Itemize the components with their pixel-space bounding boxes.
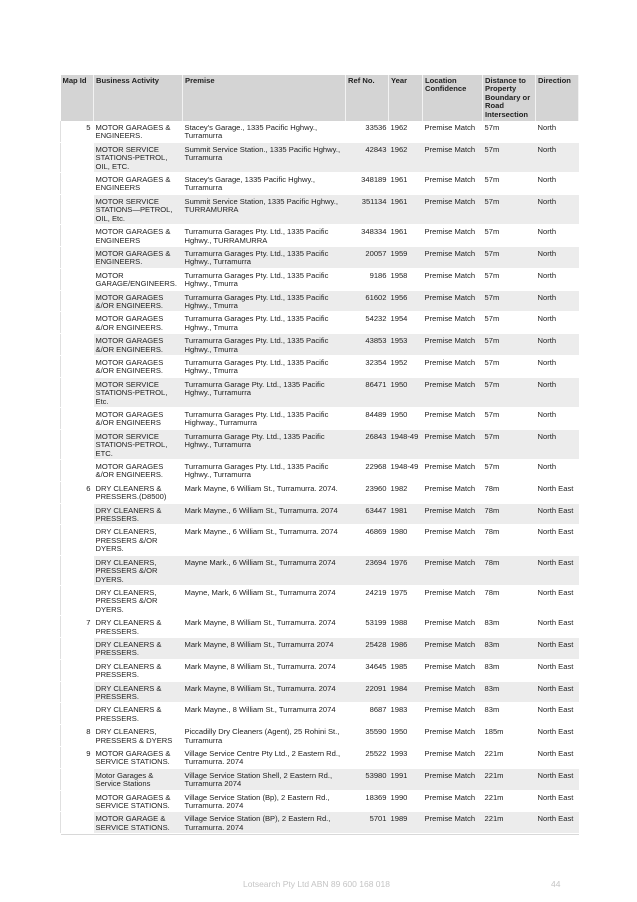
header-map-id: Map Id <box>61 75 94 121</box>
premise-cell: Turramurra Garages Pty. Ltd., 1335 Pacific Hghwy., Turramurra <box>183 246 346 268</box>
ref-no-cell: 348189 <box>346 173 389 195</box>
ref-no-cell: 8687 <box>346 703 389 725</box>
ref-no-cell: 54232 <box>346 312 389 334</box>
business-activity-cell: MOTOR GARAGES & ENGINEERS <box>94 225 183 247</box>
distance-cell: 57m <box>483 268 536 290</box>
distance-cell: 57m <box>483 312 536 334</box>
ref-no-cell: 43853 <box>346 334 389 356</box>
distance-cell: 78m <box>483 503 536 525</box>
map-id-cell <box>61 355 94 377</box>
premise-cell: Turramurra Garages Pty. Ltd., 1335 Pacific Hghwy., TURRAMURRA <box>183 225 346 247</box>
distance-cell: 78m <box>483 555 536 585</box>
direction-cell: North <box>536 408 579 430</box>
footer-company: Lotsearch Pty Ltd ABN 89 600 168 018 <box>243 879 390 889</box>
header-premise: Premise <box>183 75 346 121</box>
map-id-cell <box>61 525 94 555</box>
premise-cell: Mark Mayne., 8 William St., Turramurra 2074 <box>183 703 346 725</box>
ref-no-cell: 23960 <box>346 481 389 503</box>
ref-no-cell: 32354 <box>346 355 389 377</box>
distance-cell: 78m <box>483 585 536 615</box>
ref-no-cell: 18369 <box>346 790 389 812</box>
table-row <box>61 460 579 482</box>
business-activity-cell: MOTOR GARAGES &/OR ENGINEERS. <box>94 290 183 312</box>
location-confidence-cell: Premise Match <box>423 525 483 555</box>
rule-cell <box>536 834 579 835</box>
business-activity-cell: Motor Garages & Service Stations <box>94 768 183 790</box>
business-activity-cell: DRY CLEANERS, PRESSERS &/OR DYERS. <box>94 525 183 555</box>
distance-cell: 57m <box>483 194 536 224</box>
location-confidence-cell: Premise Match <box>423 616 483 638</box>
map-id-cell <box>61 377 94 407</box>
premise-cell: Turramurra Garage Pty. Ltd., 1335 Pacific Hghwy., Turramurra <box>183 429 346 459</box>
year-cell: 1980 <box>389 525 423 555</box>
ref-no-cell: 61602 <box>346 290 389 312</box>
table-bottom-rule <box>61 834 579 835</box>
business-activity-cell: DRY CLEANERS & PRESSERS. <box>94 503 183 525</box>
rule-cell <box>183 834 346 835</box>
premise-cell: Village Service Station Shell, 2 Eastern Rd., Turramurra 2074 <box>183 768 346 790</box>
premise-cell: Village Service Station (Bp), 2 Eastern Rd., Turramurra. 2074 <box>183 790 346 812</box>
map-id-cell: 5 <box>61 121 94 142</box>
location-confidence-cell: Premise Match <box>423 194 483 224</box>
header-business-activity: Business Activity <box>94 75 183 121</box>
table-row <box>61 747 579 769</box>
map-id-cell <box>61 225 94 247</box>
direction-cell: North <box>536 194 579 224</box>
direction-cell: North East <box>536 768 579 790</box>
location-confidence-cell: Premise Match <box>423 768 483 790</box>
distance-cell: 83m <box>483 681 536 703</box>
premise-cell: Turramurra Garages Pty. Ltd., 1335 Pacific Hghwy., Tmurra <box>183 312 346 334</box>
business-activity-cell: DRY CLEANERS & PRESSERS. <box>94 659 183 681</box>
premise-cell: Village Service Centre Pty Ltd., 2 Eastern Rd., Turramurra. 2074 <box>183 747 346 769</box>
direction-cell: North East <box>536 725 579 747</box>
premise-cell: Turramurra Garages Pty. Ltd., 1335 Pacific Hghwy., Turramurra <box>183 460 346 482</box>
year-cell: 1958 <box>389 268 423 290</box>
distance-cell: 57m <box>483 290 536 312</box>
premise-cell: Mayne, Mark, 6 William St., Turramurra 2074 <box>183 585 346 615</box>
year-cell: 1962 <box>389 142 423 172</box>
ref-no-cell: 35590 <box>346 725 389 747</box>
location-confidence-cell: Premise Match <box>423 429 483 459</box>
rule-cell <box>61 834 94 835</box>
rule-cell <box>389 834 423 835</box>
direction-cell: North East <box>536 703 579 725</box>
map-id-cell <box>61 408 94 430</box>
map-id-cell <box>61 312 94 334</box>
footer-page-number: 44 <box>551 879 561 889</box>
business-activity-cell: DRY CLEANERS, PRESSERS & DYERS <box>94 725 183 747</box>
header-ref-no: Ref No. <box>346 75 389 121</box>
table-row <box>61 225 579 247</box>
year-cell: 1986 <box>389 637 423 659</box>
location-confidence-cell: Premise Match <box>423 747 483 769</box>
ref-no-cell: 351134 <box>346 194 389 224</box>
direction-cell: North <box>536 312 579 334</box>
year-cell: 1959 <box>389 246 423 268</box>
premise-cell: Mark Mayne, 8 William St., Turramurra. 2074 <box>183 616 346 638</box>
location-confidence-cell: Premise Match <box>423 290 483 312</box>
map-id-cell <box>61 460 94 482</box>
ref-no-cell: 84489 <box>346 408 389 430</box>
business-activity-cell: MOTOR GARAGES &/OR ENGINEERS. <box>94 312 183 334</box>
table-row <box>61 429 579 459</box>
year-cell: 1983 <box>389 703 423 725</box>
location-confidence-cell: Premise Match <box>423 812 483 834</box>
distance-cell: 57m <box>483 355 536 377</box>
location-confidence-cell: Premise Match <box>423 225 483 247</box>
direction-cell: North <box>536 355 579 377</box>
year-cell: 1950 <box>389 725 423 747</box>
business-activity-cell: MOTOR GARAGES & SERVICE STATIONS. <box>94 747 183 769</box>
business-activity-cell: DRY CLEANERS, PRESSERS &/OR DYERS. <box>94 585 183 615</box>
premise-cell: Summit Service Station, 1335 Pacific Hghwy., TURRAMURRA <box>183 194 346 224</box>
business-activity-cell: MOTOR SERVICE STATIONS—PETROL, OIL, Etc. <box>94 194 183 224</box>
year-cell: 1953 <box>389 334 423 356</box>
ref-no-cell: 22968 <box>346 460 389 482</box>
map-id-cell <box>61 268 94 290</box>
premise-cell: Village Service Station (BP), 2 Eastern Rd., Turramurra. 2074 <box>183 812 346 834</box>
table-row <box>61 121 579 142</box>
map-id-cell <box>61 429 94 459</box>
map-id-cell <box>61 246 94 268</box>
business-activity-cell: DRY CLEANERS & PRESSERS. <box>94 637 183 659</box>
distance-cell: 83m <box>483 616 536 638</box>
business-activity-cell: MOTOR GARAGES & ENGINEERS. <box>94 121 183 142</box>
business-activity-cell: MOTOR GARAGES & ENGINEERS <box>94 173 183 195</box>
premise-cell: Turramurra Garage Pty. Ltd., 1335 Pacific Hghwy., Turramurra <box>183 377 346 407</box>
direction-cell: North East <box>536 525 579 555</box>
location-confidence-cell: Premise Match <box>423 173 483 195</box>
premise-cell: Turramurra Garages Pty. Ltd., 1335 Pacific Hghwy., Tmurra <box>183 290 346 312</box>
map-id-cell <box>61 637 94 659</box>
premise-cell: Turramurra Garages Pty. Ltd., 1335 Pacific Highway., Turramurra <box>183 408 346 430</box>
premise-cell: Turramurra Garages Pty. Ltd., 1335 Pacific Hghwy., Tmurra <box>183 355 346 377</box>
premise-cell: Turramurra Garages Pty. Ltd., 1335 Pacific Hghwy., Tmurra <box>183 334 346 356</box>
distance-cell: 57m <box>483 121 536 142</box>
table-row <box>61 659 579 681</box>
distance-cell: 221m <box>483 768 536 790</box>
direction-cell: North East <box>536 747 579 769</box>
ref-no-cell: 46869 <box>346 525 389 555</box>
premise-cell: Stacey's Garage., 1335 Pacific Hghwy., Turramurra <box>183 121 346 142</box>
rule-cell <box>483 834 536 835</box>
distance-cell: 57m <box>483 142 536 172</box>
direction-cell: North <box>536 225 579 247</box>
distance-cell: 221m <box>483 790 536 812</box>
premise-cell: Mark Mayne., 6 William St., Turramurra. 2074 <box>183 503 346 525</box>
ref-no-cell: 25522 <box>346 747 389 769</box>
year-cell: 1954 <box>389 312 423 334</box>
table-row <box>61 334 579 356</box>
business-activity-cell: DRY CLEANERS, PRESSERS &/OR DYERS. <box>94 555 183 585</box>
distance-cell: 83m <box>483 637 536 659</box>
year-cell: 1991 <box>389 768 423 790</box>
direction-cell: North <box>536 429 579 459</box>
map-id-cell <box>61 334 94 356</box>
direction-cell: North <box>536 290 579 312</box>
direction-cell: North <box>536 121 579 142</box>
distance-cell: 57m <box>483 173 536 195</box>
map-id-cell <box>61 790 94 812</box>
table-row <box>61 585 579 615</box>
map-id-cell: 8 <box>61 725 94 747</box>
distance-cell: 78m <box>483 481 536 503</box>
distance-cell: 221m <box>483 747 536 769</box>
map-id-cell: 9 <box>61 747 94 769</box>
header-distance: Distance to Property Boundary or Road Intersection <box>483 75 536 121</box>
premise-cell: Piccadilly Dry Cleaners (Agent), 25 Rohini St., Turramurra <box>183 725 346 747</box>
year-cell: 1950 <box>389 408 423 430</box>
year-cell: 1984 <box>389 681 423 703</box>
location-confidence-cell: Premise Match <box>423 142 483 172</box>
table-row <box>61 525 579 555</box>
location-confidence-cell: Premise Match <box>423 481 483 503</box>
ref-no-cell: 25428 <box>346 637 389 659</box>
direction-cell: North East <box>536 812 579 834</box>
table-row <box>61 408 579 430</box>
business-activity-cell: MOTOR GARAGES & SERVICE STATIONS. <box>94 790 183 812</box>
ref-no-cell: 5701 <box>346 812 389 834</box>
distance-cell: 57m <box>483 408 536 430</box>
location-confidence-cell: Premise Match <box>423 408 483 430</box>
location-confidence-cell: Premise Match <box>423 681 483 703</box>
location-confidence-cell: Premise Match <box>423 268 483 290</box>
table-row <box>61 725 579 747</box>
distance-cell: 57m <box>483 334 536 356</box>
business-activity-cell: MOTOR GARAGES &/OR ENGINEERS. <box>94 334 183 356</box>
table-row <box>61 312 579 334</box>
table-row <box>61 790 579 812</box>
header-direction: Direction <box>536 75 579 121</box>
business-activity-cell: DRY CLEANERS & PRESSERS.(D8500) <box>94 481 183 503</box>
distance-cell: 83m <box>483 659 536 681</box>
direction-cell: North <box>536 334 579 356</box>
table-row <box>61 194 579 224</box>
premise-cell: Turramurra Garages Pty. Ltd., 1335 Pacific Hghwy., Tmurra <box>183 268 346 290</box>
location-confidence-cell: Premise Match <box>423 312 483 334</box>
ref-no-cell: 42843 <box>346 142 389 172</box>
premise-cell: Mark Mayne, 8 William St., Turramurra. 2074 <box>183 659 346 681</box>
year-cell: 1976 <box>389 555 423 585</box>
location-confidence-cell: Premise Match <box>423 121 483 142</box>
ref-no-cell: 53980 <box>346 768 389 790</box>
table-row <box>61 377 579 407</box>
table-row <box>61 503 579 525</box>
ref-no-cell: 34645 <box>346 659 389 681</box>
header-year: Year <box>389 75 423 121</box>
direction-cell: North East <box>536 555 579 585</box>
table-body <box>61 121 579 835</box>
table-row <box>61 290 579 312</box>
location-confidence-cell: Premise Match <box>423 555 483 585</box>
table-row <box>61 616 579 638</box>
business-activity-cell: MOTOR SERVICE STATIONS-PETROL, Etc. <box>94 377 183 407</box>
direction-cell: North East <box>536 637 579 659</box>
map-id-cell <box>61 555 94 585</box>
distance-cell: 57m <box>483 377 536 407</box>
map-id-cell <box>61 173 94 195</box>
distance-cell: 57m <box>483 246 536 268</box>
year-cell: 1975 <box>389 585 423 615</box>
business-activity-cell: MOTOR SERVICE STATIONS-PETROL, OIL, ETC. <box>94 142 183 172</box>
year-cell: 1948-49 <box>389 429 423 459</box>
distance-cell: 57m <box>483 429 536 459</box>
premise-cell: Summit Service Station., 1335 Pacific Hghwy., Turramurra <box>183 142 346 172</box>
table-row <box>61 268 579 290</box>
location-confidence-cell: Premise Match <box>423 725 483 747</box>
map-id-cell <box>61 585 94 615</box>
map-id-cell: 7 <box>61 616 94 638</box>
direction-cell: North <box>536 268 579 290</box>
premise-cell: Mayne Mark., 6 William St., Turramurra 2074 <box>183 555 346 585</box>
year-cell: 1988 <box>389 616 423 638</box>
location-confidence-cell: Premise Match <box>423 659 483 681</box>
year-cell: 1952 <box>389 355 423 377</box>
direction-cell: North East <box>536 481 579 503</box>
direction-cell: North <box>536 246 579 268</box>
year-cell: 1961 <box>389 225 423 247</box>
table-row <box>61 637 579 659</box>
location-confidence-cell: Premise Match <box>423 703 483 725</box>
year-cell: 1948-49 <box>389 460 423 482</box>
map-id-cell: 6 <box>61 481 94 503</box>
direction-cell: North <box>536 460 579 482</box>
table-row <box>61 173 579 195</box>
year-cell: 1956 <box>389 290 423 312</box>
table-row <box>61 703 579 725</box>
ref-no-cell: 9186 <box>346 268 389 290</box>
business-activity-cell: MOTOR GARAGE/ENGINEERS. <box>94 268 183 290</box>
table-row <box>61 681 579 703</box>
year-cell: 1985 <box>389 659 423 681</box>
table-row <box>61 481 579 503</box>
table-row <box>61 142 579 172</box>
rule-cell <box>346 834 389 835</box>
location-confidence-cell: Premise Match <box>423 460 483 482</box>
table-row <box>61 768 579 790</box>
location-confidence-cell: Premise Match <box>423 637 483 659</box>
ref-no-cell: 86471 <box>346 377 389 407</box>
business-activity-cell: MOTOR GARAGES &/OR ENGINEERS. <box>94 460 183 482</box>
direction-cell: North <box>536 173 579 195</box>
location-confidence-cell: Premise Match <box>423 246 483 268</box>
premise-cell: Stacey's Garage, 1335 Pacific Hghwy., Turramurra <box>183 173 346 195</box>
ref-no-cell: 23694 <box>346 555 389 585</box>
header-location-confidence: Location Confidence <box>423 75 483 121</box>
ref-no-cell: 53199 <box>346 616 389 638</box>
ref-no-cell: 26843 <box>346 429 389 459</box>
distance-cell: 57m <box>483 460 536 482</box>
business-activity-cell: DRY CLEANERS & PRESSERS. <box>94 703 183 725</box>
business-activity-cell: MOTOR GARAGES & ENGINEERS. <box>94 246 183 268</box>
map-id-cell <box>61 681 94 703</box>
map-id-cell <box>61 768 94 790</box>
header-row <box>61 75 579 121</box>
map-id-cell <box>61 290 94 312</box>
map-id-cell <box>61 503 94 525</box>
direction-cell: North East <box>536 585 579 615</box>
location-confidence-cell: Premise Match <box>423 377 483 407</box>
location-confidence-cell: Premise Match <box>423 334 483 356</box>
ref-no-cell: 348334 <box>346 225 389 247</box>
year-cell: 1989 <box>389 812 423 834</box>
records-table <box>60 75 579 835</box>
ref-no-cell: 24219 <box>346 585 389 615</box>
year-cell: 1961 <box>389 194 423 224</box>
direction-cell: North East <box>536 790 579 812</box>
premise-cell: Mark Mayne., 6 William St., Turramurra. 2074 <box>183 525 346 555</box>
business-activity-cell: MOTOR GARAGES &/OR ENGINEERS <box>94 408 183 430</box>
year-cell: 1982 <box>389 481 423 503</box>
distance-cell: 57m <box>483 225 536 247</box>
direction-cell: North East <box>536 503 579 525</box>
year-cell: 1990 <box>389 790 423 812</box>
year-cell: 1950 <box>389 377 423 407</box>
year-cell: 1961 <box>389 173 423 195</box>
premise-cell: Mark Mayne, 8 William St., Turramurra. 2074 <box>183 681 346 703</box>
premise-cell: Mark Mayne, 6 William St., Turramurra. 2074. <box>183 481 346 503</box>
rule-cell <box>423 834 483 835</box>
location-confidence-cell: Premise Match <box>423 503 483 525</box>
map-id-cell <box>61 142 94 172</box>
table-row <box>61 812 579 834</box>
business-activity-cell: MOTOR SERVICE STATIONS-PETROL, ETC. <box>94 429 183 459</box>
direction-cell: North East <box>536 659 579 681</box>
direction-cell: North East <box>536 681 579 703</box>
rule-cell <box>94 834 183 835</box>
map-id-cell <box>61 659 94 681</box>
table-row <box>61 246 579 268</box>
ref-no-cell: 22091 <box>346 681 389 703</box>
map-id-cell <box>61 703 94 725</box>
business-activity-cell: DRY CLEANERS & PRESSERS. <box>94 616 183 638</box>
premise-cell: Mark Mayne, 8 William St., Turramurra 2074 <box>183 637 346 659</box>
distance-cell: 83m <box>483 703 536 725</box>
table-row <box>61 355 579 377</box>
ref-no-cell: 63447 <box>346 503 389 525</box>
ref-no-cell: 33536 <box>346 121 389 142</box>
business-activity-cell: MOTOR GARAGE & SERVICE STATIONS. <box>94 812 183 834</box>
year-cell: 1993 <box>389 747 423 769</box>
distance-cell: 78m <box>483 525 536 555</box>
year-cell: 1981 <box>389 503 423 525</box>
year-cell: 1962 <box>389 121 423 142</box>
business-activity-cell: MOTOR GARAGES &/OR ENGINEERS. <box>94 355 183 377</box>
location-confidence-cell: Premise Match <box>423 585 483 615</box>
business-activity-cell: DRY CLEANERS & PRESSERS. <box>94 681 183 703</box>
table-row <box>61 555 579 585</box>
ref-no-cell: 20057 <box>346 246 389 268</box>
location-confidence-cell: Premise Match <box>423 790 483 812</box>
direction-cell: North East <box>536 616 579 638</box>
direction-cell: North <box>536 142 579 172</box>
map-id-cell <box>61 194 94 224</box>
direction-cell: North <box>536 377 579 407</box>
distance-cell: 221m <box>483 812 536 834</box>
distance-cell: 185m <box>483 725 536 747</box>
location-confidence-cell: Premise Match <box>423 355 483 377</box>
map-id-cell <box>61 812 94 834</box>
